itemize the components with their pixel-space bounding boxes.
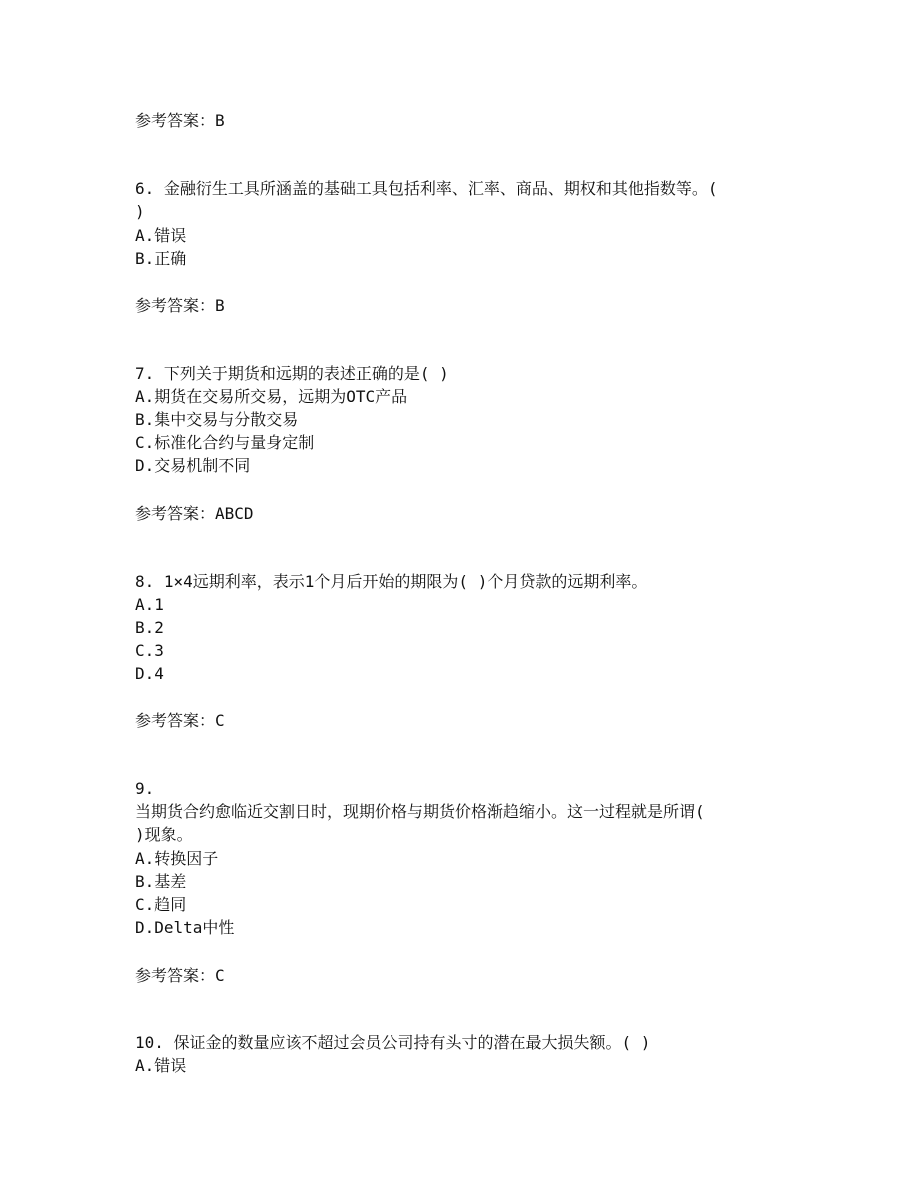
answer-7: 参考答案：ABCD	[135, 504, 254, 523]
question-7-option-d: D.交易机制不同	[135, 456, 251, 475]
question-10-option-a: A.错误	[135, 1056, 187, 1075]
answer-8: 参考答案：C	[135, 711, 225, 730]
question-9-text: 当期货合约愈临近交割日时，现期价格与期货价格渐趋缩小。这一过程就是所谓(	[135, 802, 705, 821]
question-7-text: 7. 下列关于期货和远期的表述正确的是( )	[135, 364, 449, 383]
question-7-option-c: C.标准化合约与量身定制	[135, 433, 315, 452]
question-8-option-c: C.3	[135, 641, 164, 660]
answer-9: 参考答案：C	[135, 966, 225, 985]
answer-6: 参考答案：B	[135, 296, 225, 315]
question-8-option-a: A.1	[135, 595, 164, 614]
question-9-text-cont: )现象。	[135, 825, 193, 844]
question-9-option-d: D.Delta中性	[135, 918, 235, 937]
question-7-option-a: A.期货在交易所交易，远期为OTC产品	[135, 387, 408, 406]
question-8-option-d: D.4	[135, 664, 164, 683]
question-7-option-b: B.集中交易与分散交易	[135, 410, 299, 429]
question-8-text: 8. 1×4远期利率，表示1个月后开始的期限为( )个月贷款的远期利率。	[135, 572, 648, 591]
question-6-text: 6. 金融衍生工具所涵盖的基础工具包括利率、汇率、商品、期权和其他指数等。(	[135, 179, 718, 198]
answer-5: 参考答案：B	[135, 111, 225, 130]
question-9-option-a: A.转换因子	[135, 849, 219, 868]
question-9-option-c: C.趋同	[135, 895, 187, 914]
question-6-text-cont: )	[135, 202, 145, 221]
question-9-option-b: B.基差	[135, 872, 187, 891]
question-6-option-b: B.正确	[135, 249, 187, 268]
question-9-number: 9.	[135, 779, 155, 798]
question-10-text: 10. 保证金的数量应该不超过会员公司持有头寸的潜在最大损失额。( )	[135, 1033, 651, 1052]
question-8-option-b: B.2	[135, 618, 164, 637]
question-6-option-a: A.错误	[135, 226, 187, 245]
